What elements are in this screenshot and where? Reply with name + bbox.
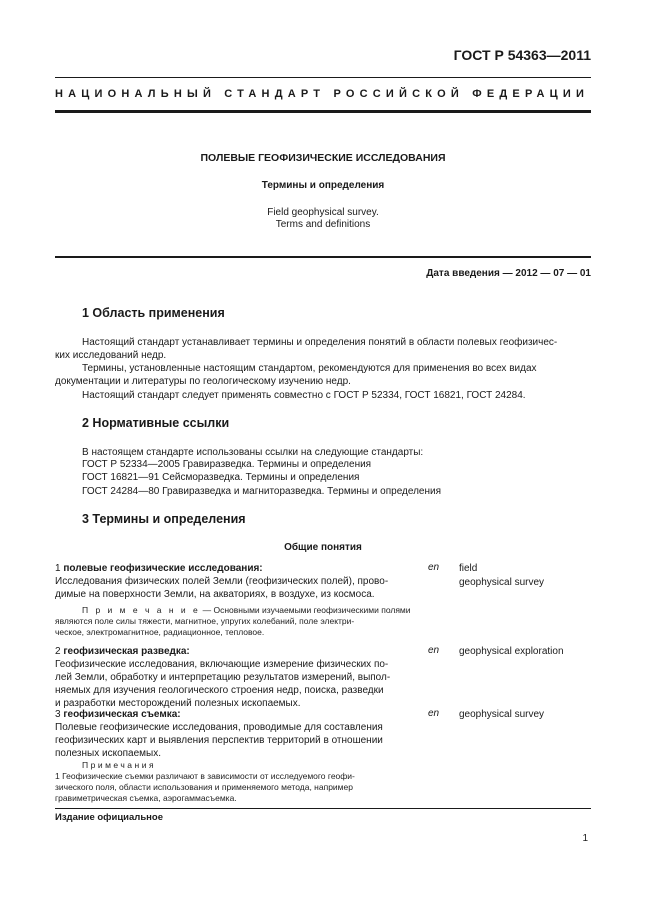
header-thin-rule xyxy=(55,77,591,78)
document-code: ГОСТ Р 54363—2011 xyxy=(453,47,591,63)
section-2-heading: 2 Нормативные ссылки xyxy=(82,416,230,430)
term-name: геофизическая разведка: xyxy=(63,646,190,657)
term-definition-line: Полевые геофизические исследования, проводимые для составления xyxy=(55,722,383,733)
language-code: en xyxy=(428,562,440,573)
document-subtitle: Термины и определения xyxy=(261,180,385,191)
language-code: en xyxy=(428,708,440,719)
english-equivalent-line: geophysical survey xyxy=(459,577,545,588)
section-2-intro: В настоящем стандарте использованы ссылки на следующие стандарты: xyxy=(82,447,424,458)
note-line: являются поле силы тяжести, магнитное, упругих колебаний, поле электри- xyxy=(55,616,355,626)
term-definition-line: димые на поверхности Земли, на акваториях, в воздухе, из космоса. xyxy=(55,589,375,600)
term-definition-line: и разработки месторождений полезных ископаемых. xyxy=(55,698,301,709)
note-text: — Основными изучаемыми геофизическими полями xyxy=(202,605,411,615)
page-number: 1 xyxy=(582,833,588,844)
note-label: П р и м е ч а н и е xyxy=(82,605,201,615)
english-equivalent: geophysical survey xyxy=(459,709,545,720)
english-equivalent-line: field xyxy=(459,563,478,574)
reference-item: ГОСТ 24284—80 Гравиразведка и магниторазведка. Термины и определения xyxy=(82,486,442,497)
term-number: 1 xyxy=(55,563,61,574)
term-definition-line: геофизических карт и выявления перспектив территорий в отношении xyxy=(55,735,383,746)
section-3-heading: 3 Термины и определения xyxy=(82,512,246,526)
term-number: 3 xyxy=(55,709,61,720)
document-title: ПОЛЕВЫЕ ГЕОФИЗИЧЕСКИЕ ИССЛЕДОВАНИЯ xyxy=(200,152,446,164)
header-thick-rule xyxy=(55,110,591,113)
english-title-line-1: Field geophysical survey. xyxy=(267,207,379,218)
term-entry-1 xyxy=(55,562,415,601)
section-3-subheading: Общие понятия xyxy=(284,542,362,553)
term-definition-line: полезных ископаемых. xyxy=(55,748,162,759)
section-1-paragraph-3: Настоящий стандарт следует применять совместно с ГОСТ Р 52334, ГОСТ 16821, ГОСТ 24284. xyxy=(82,390,526,401)
section-1-paragraph-1-line-2: ких исследований недр. xyxy=(55,350,167,361)
reference-item: ГОСТ Р 52334—2005 Гравиразведка. Термины и определения xyxy=(82,459,372,470)
note-line: 1 Геофизические съемки различают в зависимости от исследуемого геофи- xyxy=(55,771,355,781)
note-line: зического поля, области использования и применяемого метода, например xyxy=(55,782,353,792)
term-number: 2 xyxy=(55,646,61,657)
term-1-note xyxy=(55,605,415,638)
reference-item: ГОСТ 16821—91 Сейсморазведка. Термины и определения xyxy=(82,472,360,483)
english-title-line-2: Terms and definitions xyxy=(275,219,371,230)
section-1-paragraph-2-line-2: документации и литературы по геологическому изучению недр. xyxy=(55,376,351,387)
term-entry-2 xyxy=(55,645,415,710)
official-edition-label: Издание официальное xyxy=(55,812,163,823)
term-definition-line: няемых для изучения геологического строения недр, поиска, разведки xyxy=(55,685,384,696)
term-definition-line: Исследования физических полей Земли (геофизических полей), прово- xyxy=(55,576,389,587)
term-name: геофизическая съемка: xyxy=(63,709,181,720)
term-entry-3 xyxy=(55,708,415,760)
note-line: ческое, электромагнитное, радиационное, тепловое. xyxy=(55,627,265,637)
title-bottom-rule xyxy=(55,256,591,258)
footer-rule xyxy=(55,808,591,809)
section-1-paragraph-1-line-1: Настоящий стандарт устанавливает термины и определения понятий в области полевых геофизичес- xyxy=(82,337,558,348)
language-code: en xyxy=(428,645,440,656)
english-equivalent: geophysical exploration xyxy=(459,646,564,657)
section-1-paragraph-2-line-1: Термины, установленные настоящим стандартом, рекомендуются для применения во всех видах xyxy=(82,363,537,374)
national-standard-caption: НАЦИОНАЛЬНЫЙ СТАНДАРТ РОССИЙСКОЙ ФЕДЕРАЦИИ xyxy=(55,88,590,100)
term-definition-line: лей Земли, обработку и интерпретацию результатов измерений, выпол- xyxy=(55,672,391,683)
english-equivalent xyxy=(459,562,544,590)
term-3-notes xyxy=(55,760,415,804)
note-line: гравиметрическая съемка, аэрогаммасъемка. xyxy=(55,793,237,803)
section-1-heading: 1 Область применения xyxy=(82,306,225,320)
term-definition-line: Геофизические исследования, включающие измерение физических по- xyxy=(55,659,389,670)
term-name: полевые геофизические исследования: xyxy=(63,563,263,574)
notes-label: Примечания xyxy=(82,760,157,770)
introduction-date: Дата введения — 2012 — 07 — 01 xyxy=(426,268,591,279)
